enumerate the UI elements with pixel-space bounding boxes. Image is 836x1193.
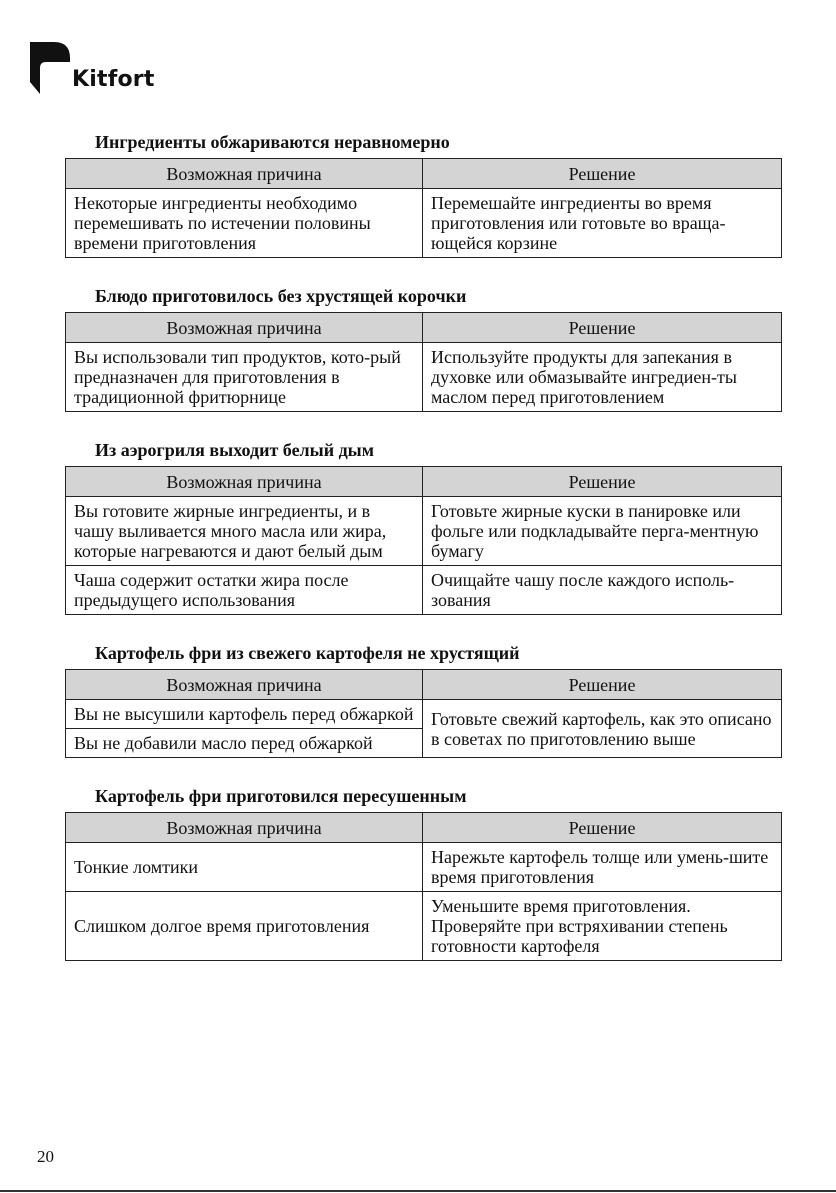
bottom-divider (0, 1190, 836, 1192)
section-title: Блюдо приготовилось без хрустящей корочки (95, 286, 467, 306)
troubleshooting-table (65, 158, 782, 258)
column-header-cause: Возможная причина (66, 670, 423, 700)
section-no-crust (65, 286, 781, 412)
cause-cell: Некоторые ингредиенты необходимо перемешивать по истечении половины времени приготовления (66, 189, 423, 258)
column-header-cause: Возможная причина (66, 313, 423, 343)
troubleshooting-table (65, 312, 782, 412)
table-header-row (66, 813, 782, 843)
table-header-row (66, 313, 782, 343)
cause-cell: Слишком долгое время приготовления (66, 892, 423, 961)
table-row (66, 189, 782, 258)
table-row (66, 343, 782, 412)
section-fries-overdried (65, 786, 781, 961)
table-header-row (66, 670, 782, 700)
section-white-smoke (65, 440, 781, 615)
column-header-solution: Решение (423, 467, 782, 497)
section-title: Картофель фри приготовился пересушенным (95, 786, 467, 806)
troubleshooting-table (65, 466, 782, 615)
solution-cell: Уменьшите время приготовления. Проверяйте при встряхивании степень готовности картофеля (423, 892, 782, 961)
cause-cell: Вы не добавили масло перед обжаркой (66, 729, 423, 758)
section-title: Из аэрогриля выходит белый дым (95, 440, 374, 460)
solution-cell: Перемешайте ингредиенты во время приготовления или готовьте во враща-ющейся корзине (423, 189, 782, 258)
cause-cell: Вы не высушили картофель перед обжаркой (66, 700, 423, 729)
column-header-cause: Возможная причина (66, 467, 423, 497)
brand-name: Kitfort (72, 67, 155, 92)
solution-cell: Нарежьте картофель толще или умень-шите время приготовления (423, 843, 782, 892)
column-header-cause: Возможная причина (66, 159, 423, 189)
table-row (66, 497, 782, 566)
section-uneven-frying (65, 132, 781, 258)
table-header-row (66, 159, 782, 189)
table-row (66, 892, 782, 961)
troubleshooting-content (65, 132, 781, 989)
column-header-cause: Возможная причина (66, 813, 423, 843)
column-header-solution: Решение (423, 159, 782, 189)
column-header-solution: Решение (423, 813, 782, 843)
page-number: 20 (37, 1147, 54, 1166)
cause-cell: Вы использовали тип продуктов, кото-рый предназначен для приготовления в традиционной фритюрнице (66, 343, 423, 412)
table-row (66, 566, 782, 615)
column-header-solution: Решение (423, 313, 782, 343)
section-fresh-fries-not-crispy (65, 643, 781, 758)
kitfort-logo-mark-icon (30, 42, 70, 94)
cause-cell: Тонкие ломтики (66, 843, 423, 892)
solution-cell: Готовьте жирные куски в панировке или фольге или подкладывайте перга-ментную бумагу (423, 497, 782, 566)
section-title: Ингредиенты обжариваются неравномерно (95, 132, 450, 152)
solution-cell: Готовьте свежий картофель, как это описано в советах по приготовлению выше (423, 700, 782, 758)
cause-cell: Вы готовите жирные ингредиенты, и в чашу выливается много масла или жира, которые нагреваются и дают белый дым (66, 497, 423, 566)
section-title: Картофель фри из свежего картофеля не хрустящий (95, 643, 520, 663)
kitfort-logo (30, 42, 155, 94)
table-row (66, 843, 782, 892)
troubleshooting-table (65, 812, 782, 961)
column-header-solution: Решение (423, 670, 782, 700)
table-row (66, 700, 782, 729)
troubleshooting-table (65, 669, 782, 758)
table-header-row (66, 467, 782, 497)
cause-cell: Чаша содержит остатки жира после предыдущего использования (66, 566, 423, 615)
solution-cell: Очищайте чашу после каждого исполь-зования (423, 566, 782, 615)
solution-cell: Используйте продукты для запекания в духовке или обмазывайте ингредиен-ты маслом перед приготовлением (423, 343, 782, 412)
